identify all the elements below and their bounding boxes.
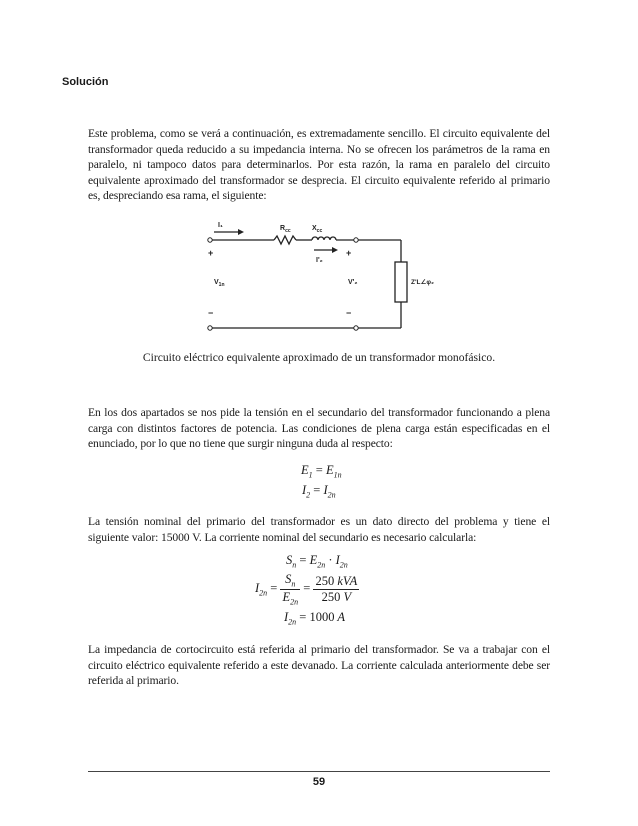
plus-right: + — [346, 248, 352, 258]
label-v2p: V'₂ — [348, 279, 358, 286]
paragraph-impedance: La impedancia de cortocircuito está referida al primario del transformador. Se va a trabajar con el circuito eléctrico equivalente referido a este devanado. La corriente calculada anteriormente debe ser referida al primario. — [88, 643, 550, 687]
label-rcc: $R_{cc}$ — [280, 225, 291, 234]
minus-left: − — [208, 308, 214, 318]
equation-i2n-fraction: $I_{2n}$ = $\frac{S_n}{E_{2n}}$ = $\frac{\text{250 kVA}}{250 V}$ — [255, 572, 358, 606]
page-number: 59 — [312, 776, 326, 788]
paragraph-nominal-voltage: La tensión nominal del primario del transformador es un dato directo del problema y tiene el siguiente valor: 15000 V. La corriente nominal del secundario es necesario calcularla: — [88, 515, 550, 544]
equation-e1: $E_1 = E_{1n}$ — [301, 463, 342, 480]
footer-divider — [88, 771, 550, 772]
paragraph-intro: Este problema, como se verá a continuación, es extremadamente sencillo. El circuito equivalente del transformador queda reducido a su impedancia interna. No se ofrecen los parámetros de la rama en paralelo, ni tampoco datos para determinarlos. Por esta razón, la rama en paralelo del circuito equivalente aproximado del transformador se desprecia. El circuito equivalente referido al primario es, despreciando esa rama, el siguiente: — [88, 127, 550, 202]
circuit-diagram — [196, 210, 434, 345]
label-v1n: $V_{1n}$ — [214, 279, 225, 288]
label-i1: I₁ — [218, 222, 223, 229]
equation-sn: $S_n = E_{2n} \cdot I_{2n}$ — [286, 553, 348, 570]
label-zl: Z'L∠φ₂ — [411, 279, 434, 286]
paragraph-full-load: En los dos apartados se nos pide la tensión en el secundario del transformador funcionando a plena carga con distintos factores de potencia. Las condiciones de plena carga están especificadas en el enunciado, por lo que no tiene que surgir ninguna duda al respecto: — [88, 406, 550, 450]
equation-i2n-value: $I_{2n} = 1000$ A — [284, 610, 346, 627]
minus-right: − — [346, 308, 352, 318]
figure-caption: Circuito eléctrico equivalente aproximado de un transformador monofásico. — [142, 351, 496, 364]
section-title: Solución — [62, 76, 109, 88]
label-xcc: $X_{cc}$ — [312, 225, 323, 234]
label-i2p: I'₂ — [316, 257, 323, 264]
plus-left: + — [208, 248, 214, 258]
equation-i2: $I_2 = I_{2n}$ — [302, 483, 336, 500]
